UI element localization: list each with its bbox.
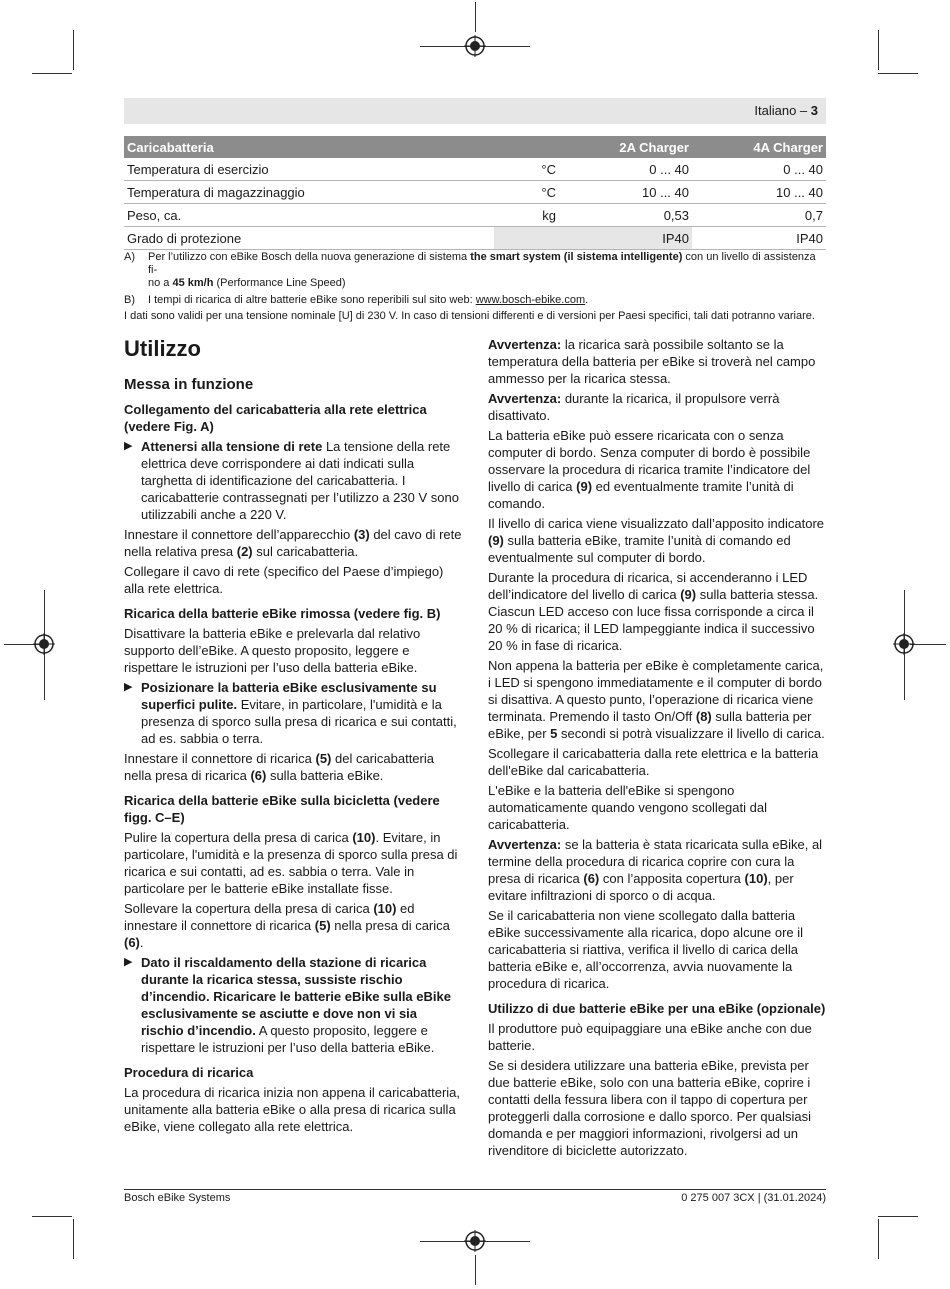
paragraph: Scollegare il caricabatteria dalla rete elettrica e la batteria dell'eBike dal caricabatteria. [488, 746, 819, 778]
crop-mark [32, 1216, 72, 1217]
crop-mark [878, 30, 879, 70]
row-value-2a: IP40 [559, 227, 692, 250]
paragraph: Non appena la batteria per eBike è completamente carica, i LED si spengono immediatamente e il computer di bordo si disattiva. A questo punto, l’operazione di ricarica viene terminata. Premendo il tasto On/Off (8) sulla batteria per eBike, per 5 secondi si potrà visualizzare il livello di carica. [488, 658, 825, 741]
row-unit [494, 227, 559, 250]
left-column [124, 376, 462, 1138]
paragraph: Avvertenza: la ricarica sarà possibile soltanto se la temperatura della batteria per eBike si troverà nel campo ammesso per la ricarica stessa. [488, 337, 816, 386]
table-header-cell: 4A Charger [692, 136, 826, 158]
footer-publisher: Bosch eBike Systems [124, 1192, 231, 1204]
page-number-label: Italiano – 3 [754, 103, 818, 118]
footnote-note: I dati sono validi per una tensione nominale [U] di 230 V. In caso di tensioni differenti e di versioni per Paesi specifici, tali dati potranno variare. [124, 310, 815, 322]
row-value-2a: 10 ... 40 [559, 181, 692, 204]
paragraph: Innestare il connettore dell’apparecchio (3) del cavo di rete nella relativa presa (2) sul caricabatteria. [124, 527, 462, 559]
row-value-4a: IP40 [692, 227, 826, 250]
paragraph: Avvertenza: se la batteria è stata ricaricata sulla eBike, al termine della procedura di ricarica coprire con cura la presa di ricarica (6) con l’apposita copertura (10), per evitare infiltrazioni di sporco o di acqua. [488, 837, 823, 903]
triangle-right-icon: ▶ [124, 681, 133, 693]
table-row [124, 204, 826, 227]
table-header-cell: Caricabatteria [124, 136, 494, 158]
heading-ricarica-rimossa: Ricarica della batterie eBike rimossa (vedere fig. B) [124, 606, 441, 621]
header-language: Italiano [754, 103, 797, 118]
registration-mark-icon [893, 633, 915, 655]
row-label: Grado di protezione [124, 227, 494, 250]
heading-messa-in-funzione: Messa in funzione [124, 376, 254, 393]
heading-collegamento: Collegamento del caricabatteria alla rete elettrica (vedere Fig. A) [124, 402, 427, 434]
right-column [488, 336, 826, 1162]
warning-item: ▶ Posizionare la batteria eBike esclusivamente su superfici pulite. Evitare, in particolare, l'umidità e la presenza di sporco sulla presa di ricarica e sui contatti, ad es. sabbia o terra. [124, 680, 457, 746]
crop-mark [878, 73, 918, 74]
table-header-cell: 2A Charger [559, 136, 692, 158]
row-unit: kg [494, 204, 559, 227]
table-row [124, 158, 826, 181]
paragraph: Avvertenza: durante la ricarica, il propulsore verrà disattivato. [488, 391, 780, 423]
bosch-ebike-link[interactable]: www.bosch-ebike.com [475, 294, 586, 306]
row-label: Peso, ca. [124, 204, 494, 227]
registration-mark-icon [464, 1230, 486, 1252]
table-header-row [124, 136, 826, 158]
crop-mark [73, 30, 74, 70]
paragraph: La batteria eBike può essere ricaricata con o senza computer di bordo. Senza computer di bordo è possibile osservare la procedura di ricarica tramite l’indicatore del livello di carica (9) ed eventualmente tramite l’unità di comando. [488, 428, 811, 511]
table-row [124, 181, 826, 204]
crop-mark [910, 644, 946, 645]
heading-procedura: Procedura di ricarica [124, 1065, 254, 1080]
paragraph: Il livello di carica viene visualizzato dall’apposito indicatore (9) sulla batteria eBike, tramite l’unità di comando ed eventualmente sul computer di bordo. [488, 516, 825, 565]
crop-mark [475, 1255, 476, 1285]
paragraph: Disattivare la batteria eBike e prelevarla dal relativo supporto dell’eBike. A questo proposito, leggere e rispettare le istruzioni per l’uso della batteria eBike. [124, 626, 421, 675]
paragraph: Durante la procedura di ricarica, si accenderanno i LED dell’indicatore del livello di carica (9) sulla batteria stessa. Ciascun LED acceso con luce fissa corrisponde a circa il 20 % di ricarica; il LED lampeggiante indica il successivo 20 % in fase di ricarica. [488, 570, 819, 653]
row-value-2a: 0 ... 40 [559, 158, 692, 181]
footnote-a: A) Per l’utilizzo con eBike Bosch della nuova generazione di sistema the smart system (il sistema intelligente) con un livello di assistenza fi- no a 45 km/h (Performance Line Speed) [124, 251, 816, 289]
crop-mark [73, 1219, 74, 1259]
section-title: Utilizzo [124, 336, 201, 361]
heading-due-batterie: Utilizzo di due batterie eBike per una eBike (opzionale) [488, 1001, 826, 1016]
charger-spec-table [124, 136, 826, 250]
crop-mark [475, 2, 476, 32]
paragraph: Innestare il connettore di ricarica (5) del caricabatteria nella presa di ricarica (6) sulla batteria eBike. [124, 751, 434, 783]
table-row [124, 227, 826, 250]
registration-mark-icon [33, 633, 55, 655]
table-header-cell [494, 136, 559, 158]
crop-mark [32, 73, 72, 74]
row-value-4a: 0,7 [692, 204, 826, 227]
page-number: 3 [810, 103, 818, 118]
paragraph: Pulire la copertura della presa di carica (10). Evitare, in particolare, l'umidità e la presenza di sporco sulla presa di ricarica e sui contatti, ad es. sabbia o terra. Vale in particolare per le batterie eBike installate fisse. [124, 830, 458, 896]
row-value-4a: 0 ... 40 [692, 158, 826, 181]
warning-item: ▶ Attenersi alla tensione di rete La tensione della rete elettrica deve corrispondere ai dati indicati sulla targhetta di identificazione del caricabatteria. I caricabatterie contrassegnati per l’utilizzo a 230 V sono utilizzabili anche a 220 V. [124, 439, 459, 522]
paragraph: L'eBike e la batteria dell'eBike si spengono automaticamente quando vengono scollegati dal caricabatteria. [488, 783, 767, 832]
footnote-b: B) I tempi di ricarica di altre batterie eBike sono reperibili sul sito web: www.bosch-ebike.com. [124, 294, 589, 306]
paragraph: Collegare il cavo di rete (specifico del Paese d’impiego) alla rete elettrica. [124, 564, 444, 596]
crop-mark [878, 1216, 918, 1217]
row-value-4a: 10 ... 40 [692, 181, 826, 204]
warning-item: ▶ Dato il riscaldamento della stazione di ricarica durante la ricarica stessa, sussiste rischio d’incendio. Ricaricare le batterie eBike sulla eBike esclusivamente se asciutte e dove non vi sia rischio d’incendio. A questo proposito, leggere e rispettare le istruzioni per l’uso della batteria eBike. [124, 955, 451, 1055]
paragraph: Il produttore può equipaggiare una eBike anche con due batterie. [488, 1021, 812, 1053]
page-footer [124, 1189, 826, 1204]
footer-doc-number: 0 275 007 3CX | (31.01.2024) [681, 1192, 826, 1204]
paragraph: Se si desidera utilizzare una batteria eBike, prevista per due batterie eBike, solo con una batteria eBike, coprire i contatti della fessura libera con il tappo di copertura per proteggerli dalla corrosione e dallo sporco. Per qualsiasi domanda e per maggiori informazioni, rivolgersi ad un rivenditore di biciclette autorizzato. [488, 1058, 812, 1158]
triangle-right-icon: ▶ [124, 956, 133, 968]
crop-mark [878, 1219, 879, 1259]
paragraph: Se il caricabatteria non viene scollegato dalla batteria eBike successivamente alla ricarica, dopo alcune ore il caricabatteria si riattiva, verifica il livello di carica della batteria eBike e, all’occorrenza, avvia nuovamente la procedura di ricarica. [488, 908, 804, 991]
triangle-right-icon: ▶ [124, 440, 133, 452]
registration-mark-icon [464, 35, 486, 57]
heading-ricarica-bicicletta: Ricarica della batterie eBike sulla bicicletta (vedere figg. C–E) [124, 793, 440, 825]
row-value-2a: 0,53 [559, 204, 692, 227]
row-label: Temperatura di magazzinaggio [124, 181, 494, 204]
page-header [124, 98, 826, 124]
row-unit: °C [494, 181, 559, 204]
row-unit: °C [494, 158, 559, 181]
table-footnotes [124, 251, 826, 323]
row-label: Temperatura di esercizio [124, 158, 494, 181]
paragraph: La procedura di ricarica inizia non appena il caricabatteria, unitamente alla batteria eBike o alla presa di ricarica sulla eBike, viene collegato alla rete elettrica. [124, 1085, 461, 1134]
paragraph: Sollevare la copertura della presa di carica (10) ed innestare il connettore di ricarica (5) nella presa di carica (6). [124, 901, 450, 950]
